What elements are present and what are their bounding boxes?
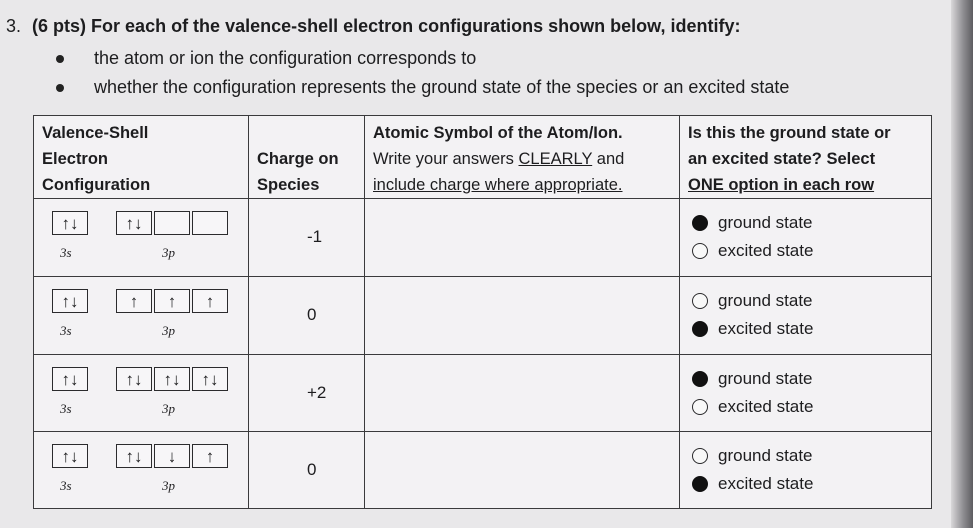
charge-value: 0 — [307, 460, 317, 479]
orbital-box-3p: ↑↓ — [116, 444, 152, 468]
header-charge-line: Species — [257, 176, 320, 194]
orbital-box-3p: ↑↓ — [116, 211, 152, 235]
page-edge-shadow — [951, 0, 973, 528]
orbital-label-3s: 3s — [60, 401, 72, 416]
option-label: ground state — [718, 213, 813, 232]
radio-ground-state[interactable] — [692, 293, 708, 309]
option-label: excited state — [718, 474, 814, 493]
state-radio-group — [686, 365, 813, 421]
radio-excited-state[interactable] — [692, 243, 708, 259]
instruction-list — [56, 44, 789, 102]
question-points: (6 pts) — [32, 16, 87, 36]
charge-cell — [249, 199, 365, 277]
radio-ground-state[interactable] — [692, 215, 708, 231]
header-state — [680, 116, 932, 199]
header-atom-line3: include charge where appropriate. — [373, 176, 623, 194]
header-atom-emphasis: CLEARLY — [518, 150, 593, 168]
radio-excited-state[interactable] — [692, 399, 708, 415]
header-atom-line2 — [373, 146, 671, 172]
header-state-line2: an excited state? Select — [688, 150, 876, 168]
orbital-diagram — [34, 199, 242, 275]
charge-value: +2 — [307, 383, 327, 402]
atom-answer-cell[interactable] — [365, 277, 680, 355]
orbital-diagram — [34, 355, 242, 431]
orbital-label-3p: 3p — [162, 323, 175, 338]
charge-cell — [249, 432, 365, 509]
charge-cell — [249, 277, 365, 355]
header-atomic-symbol — [365, 116, 680, 199]
orbital-label-3s: 3s — [60, 323, 72, 338]
option-label: excited state — [718, 241, 814, 260]
state-options-cell — [680, 277, 932, 355]
orbital-box-3p: ↑↓ — [116, 367, 152, 391]
header-configuration — [34, 116, 249, 199]
state-radio-group — [686, 209, 813, 265]
orbital-box-3p: ↑ — [154, 289, 190, 313]
atom-answer-cell[interactable] — [365, 199, 680, 277]
config-row — [34, 277, 932, 355]
header-row — [34, 116, 932, 199]
orbital-box-3p: ↓ — [154, 444, 190, 468]
radio-ground-state[interactable] — [692, 448, 708, 464]
answer-table — [33, 115, 932, 509]
header-atom-text: and — [592, 150, 625, 168]
option-ground-state[interactable] — [686, 209, 813, 237]
radio-ground-state[interactable] — [692, 371, 708, 387]
header-charge — [249, 116, 365, 199]
orbital-box-3p: ↑↓ — [192, 367, 228, 391]
orbital-box-3s: ↑↓ — [52, 444, 88, 468]
state-radio-group — [686, 287, 813, 343]
option-ground-state[interactable] — [686, 365, 813, 393]
header-charge-line: Charge on — [257, 150, 339, 168]
config-cell — [34, 355, 249, 432]
radio-excited-state[interactable] — [692, 476, 708, 492]
orbital-diagram — [34, 432, 242, 508]
charge-cell — [249, 355, 365, 432]
orbital-box-3p: ↑ — [192, 444, 228, 468]
header-atom-title: Atomic Symbol of the Atom/Ion. — [373, 124, 623, 142]
orbital-box-3p: ↑↓ — [154, 367, 190, 391]
option-ground-state[interactable] — [686, 442, 813, 470]
orbital-label-3p: 3p — [162, 245, 175, 260]
orbital-diagram — [34, 277, 242, 353]
orbital-label-3p: 3p — [162, 401, 175, 416]
option-excited-state[interactable] — [686, 393, 813, 421]
option-label: excited state — [718, 319, 814, 338]
config-row — [34, 355, 932, 432]
orbital-label-3p: 3p — [162, 478, 175, 493]
state-options-cell — [680, 432, 932, 509]
question-prompt: For each of the valence-shell electron configurations shown below, identify: — [91, 16, 741, 36]
header-atom-text: Write your answers — [373, 150, 519, 168]
orbital-box-3p: ↑ — [192, 289, 228, 313]
charge-value: -1 — [307, 227, 323, 246]
orbital-box-3s: ↑↓ — [52, 211, 88, 235]
question-header — [6, 16, 740, 37]
config-row — [34, 432, 932, 509]
orbital-box-3p — [154, 211, 190, 235]
atom-answer-cell[interactable] — [365, 432, 680, 509]
instruction-item: the atom or ion the configuration corresponds to — [56, 44, 789, 73]
charge-value: 0 — [307, 305, 317, 324]
state-options-cell — [680, 199, 932, 277]
header-state-title: Is this the ground state or — [688, 124, 891, 142]
option-ground-state[interactable] — [686, 287, 813, 315]
instruction-item: whether the configuration represents the ground state of the species or an excited state — [56, 73, 789, 102]
orbital-box-3s: ↑↓ — [52, 289, 88, 313]
option-excited-state[interactable] — [686, 470, 813, 498]
header-config-line: Electron — [42, 150, 109, 168]
config-cell — [34, 199, 249, 277]
state-options-cell — [680, 355, 932, 432]
header-state-line3: ONE option in each row — [688, 176, 875, 194]
orbital-box-3p — [192, 211, 228, 235]
option-label: ground state — [718, 369, 813, 388]
option-label: ground state — [718, 291, 813, 310]
config-cell — [34, 432, 249, 509]
question-number: 3. — [6, 16, 22, 36]
config-row — [34, 199, 932, 277]
header-config-line: Configuration — [42, 176, 151, 194]
radio-excited-state[interactable] — [692, 321, 708, 337]
option-excited-state[interactable] — [686, 315, 813, 343]
atom-answer-cell[interactable] — [365, 355, 680, 432]
orbital-box-3p: ↑ — [116, 289, 152, 313]
option-label: excited state — [718, 397, 814, 416]
state-radio-group — [686, 442, 813, 498]
header-config-line: Valence-Shell — [42, 124, 149, 142]
orbital-box-3s: ↑↓ — [52, 367, 88, 391]
orbital-label-3s: 3s — [60, 478, 72, 493]
option-excited-state[interactable] — [686, 237, 813, 265]
orbital-label-3s: 3s — [60, 245, 72, 260]
option-label: ground state — [718, 446, 813, 465]
config-cell — [34, 277, 249, 355]
